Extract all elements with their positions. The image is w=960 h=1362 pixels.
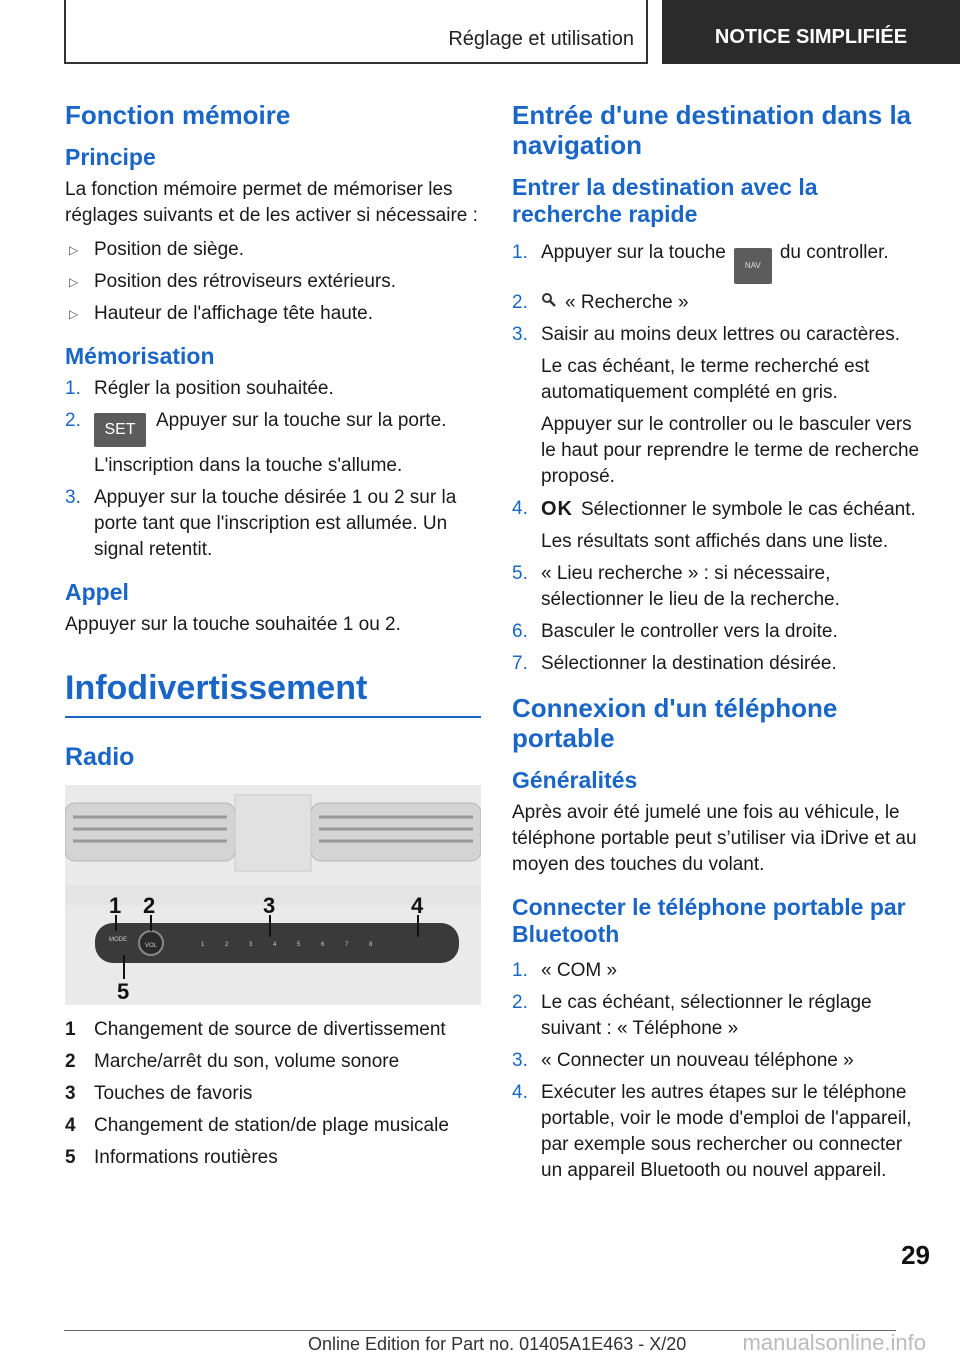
edition-text: Online Edition for Part no. 01405A1E463 - X/20 bbox=[308, 1334, 687, 1354]
svg-text:5: 5 bbox=[297, 942, 301, 948]
legend-item: 1 Changement de source de divertissement bbox=[65, 1019, 446, 1040]
watermark: manualsonline.info bbox=[742, 1330, 926, 1355]
svg-text:1: 1 bbox=[201, 942, 205, 948]
list-item: 2. « Recherche » bbox=[512, 290, 926, 316]
appel-heading: Appel bbox=[65, 579, 129, 605]
set-key-icon: SET bbox=[94, 413, 146, 447]
principe-list bbox=[65, 237, 481, 327]
header-box bbox=[64, 0, 648, 64]
legend-item: 5 Informations routières bbox=[65, 1147, 278, 1168]
legend-item: 4 Changement de station/de plage musicale bbox=[65, 1115, 449, 1136]
triangle-bullet-icon: ▷ bbox=[69, 243, 79, 257]
generalites-text: Après avoir été jumelé une fois au véhicule, le téléphone portable peut s’utiliser via iDrive et au moyen des touches du volant. bbox=[512, 802, 917, 875]
principe-text: La fonction mémoire permet de mémoriser les réglages suivants et de les activer si nécessaire : bbox=[65, 179, 478, 226]
list-item: ▷ Hauteur de l'affichage tête haute. bbox=[65, 301, 481, 327]
recherche-rapide-heading: Entrer la destination avec la recherche rapide bbox=[512, 174, 818, 227]
list-item: 3. Appuyer sur la touche désirée 1 ou 2 sur la porte tant que l'inscription est allumée. Un signal retentit. bbox=[65, 487, 457, 560]
left-column bbox=[65, 100, 481, 1187]
svg-text:4: 4 bbox=[273, 942, 277, 948]
recherche-list bbox=[512, 240, 926, 677]
svg-text:7: 7 bbox=[345, 942, 349, 948]
list-item: 2. SET Appuyer sur la touche sur la porte. L'inscription dans la touche s'allume. bbox=[65, 410, 447, 476]
legend-item: 3 Touches de favoris bbox=[65, 1083, 253, 1104]
list-item: ▷ Position des rétroviseurs extérieurs. bbox=[65, 269, 481, 295]
memorisation-list bbox=[65, 376, 481, 563]
section-title: Réglage et utilisation bbox=[448, 28, 634, 50]
list-item: 2. Le cas échéant, sélectionner le réglage suivant : « Téléphone » bbox=[512, 992, 872, 1039]
list-item: 3. Saisir au moins deux lettres ou caractères. Le cas échéant, le terme recherché est automatiquement complété en gris. Appuyer sur le controller ou le basculer vers le haut pour reprendre le terme de recherche proposé. bbox=[512, 324, 920, 487]
list-item: 3. « Connecter un nouveau téléphone » bbox=[512, 1050, 854, 1071]
legend-item: 2 Marche/arrêt du son, volume sonore bbox=[65, 1051, 400, 1072]
fonction-memoire-title: Fonction mémoire bbox=[65, 100, 291, 130]
principe-heading: Principe bbox=[65, 144, 156, 170]
list-item: 4. OK Sélectionner le symbole le cas échéant. Les résultats sont affichés dans une liste. bbox=[512, 498, 916, 552]
vol-label: VOL bbox=[145, 943, 158, 949]
nav-key-icon: NAV bbox=[734, 248, 772, 284]
memorisation-heading: Mémorisation bbox=[65, 343, 215, 369]
radio-legend bbox=[65, 1017, 481, 1171]
callout-1: 1 bbox=[109, 893, 122, 918]
bluetooth-heading: Connecter le téléphone portable par Bluetooth bbox=[512, 894, 906, 947]
svg-text:6: 6 bbox=[321, 942, 325, 948]
list-item: 4. Exécuter les autres étapes sur le téléphone portable, voir le mode d'emploi de l'appareil, par exemple sous rechercher ou connecter un appareil Bluetooth ou nouvel appareil. bbox=[512, 1082, 912, 1181]
bluetooth-list bbox=[512, 958, 926, 1184]
callout-2: 2 bbox=[143, 893, 156, 918]
right-column bbox=[512, 100, 926, 1200]
callout-5: 5 bbox=[117, 979, 130, 1004]
triangle-bullet-icon: ▷ bbox=[69, 307, 79, 321]
destination-title: Entrée d'une destination dans la navigation bbox=[512, 100, 912, 160]
ok-icon: OK bbox=[541, 498, 573, 520]
page-number: 29 bbox=[901, 1240, 930, 1270]
search-icon bbox=[541, 290, 557, 316]
list-item: 1. Appuyer sur la toucheNAVdu controller. bbox=[512, 240, 926, 284]
list-item: 7. Sélectionner la destination désirée. bbox=[512, 653, 837, 674]
radio-heading: Radio bbox=[65, 743, 135, 771]
triangle-bullet-icon: ▷ bbox=[69, 275, 79, 289]
svg-text:8: 8 bbox=[369, 942, 373, 948]
callout-4: 4 bbox=[411, 893, 424, 918]
list-item: 5. « Lieu recherche » : si nécessaire, sélectionner le lieu de la recherche. bbox=[512, 563, 840, 610]
generalites-heading: Généralités bbox=[512, 767, 638, 793]
list-item: 6. Basculer le controller vers la droite. bbox=[512, 621, 838, 642]
mode-label: MODE bbox=[109, 937, 127, 943]
list-item: 1. « COM » bbox=[512, 960, 618, 981]
svg-text:2: 2 bbox=[225, 942, 229, 948]
connexion-title: Connexion d'un téléphone portable bbox=[512, 693, 838, 753]
list-item: ▷ Position de siège. bbox=[65, 237, 481, 263]
list-item: 1. Régler la position souhaitée. bbox=[65, 378, 334, 399]
svg-text:3: 3 bbox=[249, 942, 253, 948]
radio-panel-photo bbox=[65, 785, 481, 1005]
notice-tab: NOTICE SIMPLIFIÉE bbox=[662, 0, 960, 64]
appel-text: Appuyer sur la touche souhaitée 1 ou 2. bbox=[65, 614, 401, 635]
callout-3: 3 bbox=[263, 893, 276, 918]
infodivertissement-heading: Infodivertissement bbox=[65, 668, 481, 718]
